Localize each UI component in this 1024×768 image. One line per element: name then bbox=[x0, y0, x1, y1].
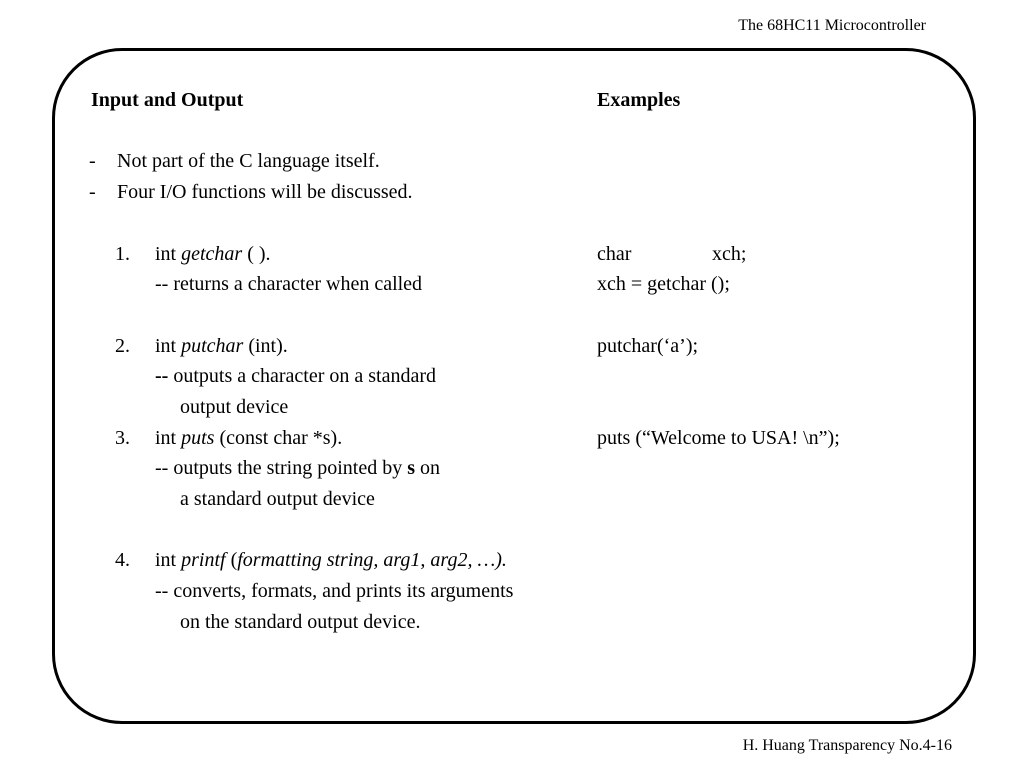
example-code: puts (“Welcome to USA! \n”); bbox=[597, 427, 840, 449]
bullet-text: Not part of the C language itself. bbox=[117, 150, 380, 172]
description-emphasis: s bbox=[407, 457, 415, 479]
item-description bbox=[155, 456, 440, 480]
item-signature bbox=[155, 426, 342, 450]
item-description bbox=[155, 364, 436, 388]
deck-title: The 68HC11 Microcontroller bbox=[738, 17, 926, 34]
example-code: char bbox=[597, 243, 632, 265]
item-description: output device bbox=[180, 396, 289, 418]
item-signature bbox=[155, 548, 507, 572]
description-text: on bbox=[415, 457, 440, 479]
item-description: -- returns a character when called bbox=[155, 273, 423, 295]
item-description: a standard output device bbox=[180, 488, 375, 510]
slide-footer: H. Huang Transparency No.4-16 bbox=[742, 737, 952, 754]
bullet-marker: - bbox=[89, 150, 96, 172]
item-number: 3. bbox=[115, 427, 130, 449]
example-code: xch = getchar (); bbox=[597, 273, 730, 295]
function-name: printf bbox=[181, 549, 226, 571]
item-number: 4. bbox=[115, 549, 130, 571]
description-text: -- outputs the string pointed by bbox=[155, 457, 408, 479]
item-params: (const char *s). bbox=[214, 427, 343, 449]
slide-title: Input and Output bbox=[91, 89, 244, 111]
item-description: -- converts, formats, and prints its arguments bbox=[155, 580, 514, 602]
examples-heading: Examples bbox=[597, 89, 681, 111]
item-params: ( bbox=[225, 549, 238, 571]
function-name: getchar bbox=[181, 243, 243, 265]
bullet-text: Four I/O functions will be discussed. bbox=[117, 181, 413, 203]
item-type: int bbox=[155, 549, 177, 571]
item-type: int bbox=[155, 243, 177, 265]
item-type: int bbox=[155, 427, 177, 449]
item-type: int bbox=[155, 335, 177, 357]
function-name: puts bbox=[181, 427, 215, 449]
item-params: (int). bbox=[243, 335, 288, 357]
bullet-marker: - bbox=[89, 181, 96, 203]
item-params: ( ). bbox=[242, 243, 271, 265]
item-description: on the standard output device. bbox=[180, 611, 421, 633]
description-dash: -- bbox=[155, 365, 169, 387]
example-code: xch; bbox=[712, 243, 747, 265]
example-code: putchar(‘a’); bbox=[597, 335, 699, 357]
item-number: 1. bbox=[115, 243, 130, 265]
item-args: formatting string, arg1, arg2, …). bbox=[237, 549, 507, 571]
item-signature bbox=[155, 334, 288, 358]
function-name: putchar bbox=[181, 335, 244, 357]
item-signature bbox=[155, 242, 271, 266]
item-number: 2. bbox=[115, 335, 130, 357]
description-text: outputs a character on a standard bbox=[168, 365, 436, 387]
